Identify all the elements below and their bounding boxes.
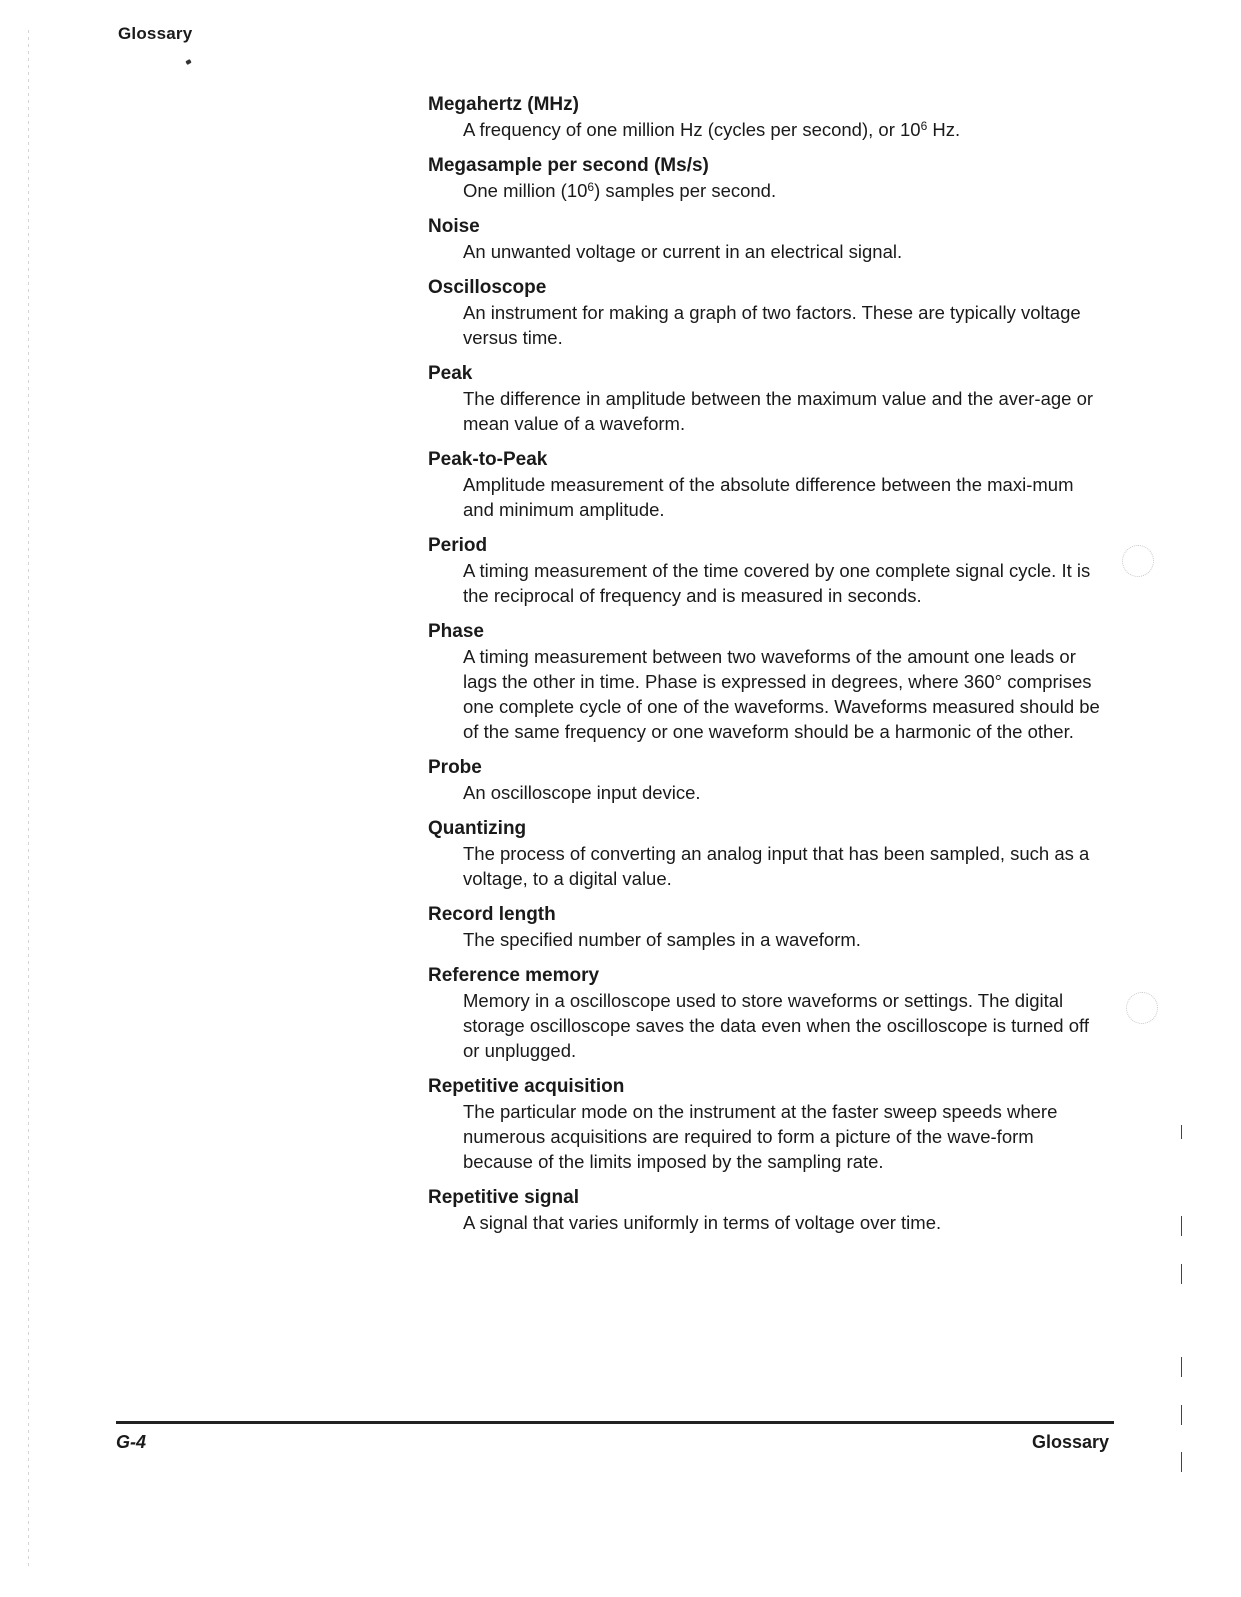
glossary-term: Oscilloscope bbox=[428, 277, 547, 298]
glossary-definition: An instrument for making a graph of two factors. These are typically voltage versus time. bbox=[463, 302, 1081, 348]
glossary-term: Quantizing bbox=[428, 818, 527, 839]
glossary-entry bbox=[428, 1074, 1118, 1174]
glossary-term: Probe bbox=[428, 757, 482, 778]
glossary-term: Megasample per second (Ms/s) bbox=[428, 155, 709, 176]
glossary-entry bbox=[428, 963, 1118, 1063]
glossary-definition: Amplitude measurement of the absolute difference between the maxi-mum and minimum amplitude. bbox=[463, 474, 1074, 520]
binder-hole-mark bbox=[1122, 545, 1154, 577]
glossary-term: Record length bbox=[428, 904, 556, 925]
binder-hole-mark bbox=[1126, 992, 1158, 1024]
margin-scan-mark bbox=[1181, 1357, 1182, 1377]
glossary-definition: An oscilloscope input device. bbox=[463, 782, 701, 803]
scan-speck bbox=[185, 59, 191, 65]
glossary-definition: Memory in a oscilloscope used to store waveforms or settings. The digital storage oscilloscope saves the data even when the oscilloscope is turned off or unplugged. bbox=[463, 990, 1089, 1061]
glossary-entry bbox=[428, 361, 1118, 436]
footer-rule bbox=[116, 1421, 1114, 1424]
glossary-term: Noise bbox=[428, 216, 480, 237]
glossary-entry bbox=[428, 533, 1118, 608]
margin-scan-mark bbox=[1181, 1216, 1182, 1236]
footer-section-title: Glossary bbox=[1032, 1432, 1110, 1452]
glossary-term: Megahertz (MHz) bbox=[428, 94, 579, 115]
glossary-entry bbox=[428, 447, 1118, 522]
margin-scan-mark bbox=[1181, 1452, 1182, 1472]
glossary-entry bbox=[428, 214, 1118, 264]
glossary-term: Peak bbox=[428, 363, 473, 384]
running-header-title: Glossary bbox=[118, 24, 193, 43]
glossary-term: Repetitive signal bbox=[428, 1187, 579, 1208]
glossary-term: Reference memory bbox=[428, 965, 600, 986]
glossary-entry bbox=[428, 619, 1118, 744]
scan-edge-artifact bbox=[28, 30, 29, 1570]
glossary-entry bbox=[428, 92, 1118, 142]
glossary-definition: A frequency of one million Hz (cycles per second), or $10^6$ Hz. bbox=[463, 119, 961, 140]
glossary-entry bbox=[428, 153, 1118, 203]
glossary-entry bbox=[428, 755, 1118, 805]
glossary-definition: The specified number of samples in a waveform. bbox=[463, 929, 861, 950]
glossary-entry bbox=[428, 1185, 1118, 1235]
margin-scan-mark bbox=[1181, 1405, 1182, 1425]
glossary-definition: The difference in amplitude between the maximum value and the aver-age or mean value of a waveform. bbox=[463, 388, 1094, 434]
glossary-definition: A signal that varies uniformly in terms of voltage over time. bbox=[463, 1212, 942, 1233]
glossary-definition: An unwanted voltage or current in an electrical signal. bbox=[463, 241, 903, 262]
margin-scan-mark bbox=[1181, 1125, 1182, 1139]
glossary-term: Period bbox=[428, 535, 488, 556]
glossary-definition: A timing measurement between two waveforms of the amount one leads or lags the other in time. Phase is expressed in degrees, where 360° comprises one complete cycle of one of the waveforms. Waveforms measured should be of the same frequency or one waveform should be a harmonic of the other. bbox=[463, 646, 1100, 742]
glossary-term: Phase bbox=[428, 621, 484, 642]
margin-scan-mark bbox=[1181, 1264, 1182, 1284]
glossary-definition: The process of converting an analog input that has been sampled, such as a voltage, to a digital value. bbox=[463, 843, 1090, 889]
glossary-entry bbox=[428, 275, 1118, 350]
glossary-term: Peak-to-Peak bbox=[428, 449, 548, 470]
glossary-definition: One million $(10^6)$ samples per second. bbox=[463, 180, 777, 201]
glossary-entries bbox=[428, 92, 1118, 1246]
glossary-entry bbox=[428, 902, 1118, 952]
page-number: G-4 bbox=[116, 1432, 147, 1452]
glossary-definition: The particular mode on the instrument at the faster sweep speeds where numerous acquisitions are required to form a picture of the wave-form because of the limits imposed by the sampling rate. bbox=[463, 1101, 1058, 1172]
glossary-term: Repetitive acquisition bbox=[428, 1076, 625, 1097]
glossary-entry bbox=[428, 816, 1118, 891]
glossary-definition: A timing measurement of the time covered by one complete signal cycle. It is the reciprocal of frequency and is measured in seconds. bbox=[463, 560, 1091, 606]
